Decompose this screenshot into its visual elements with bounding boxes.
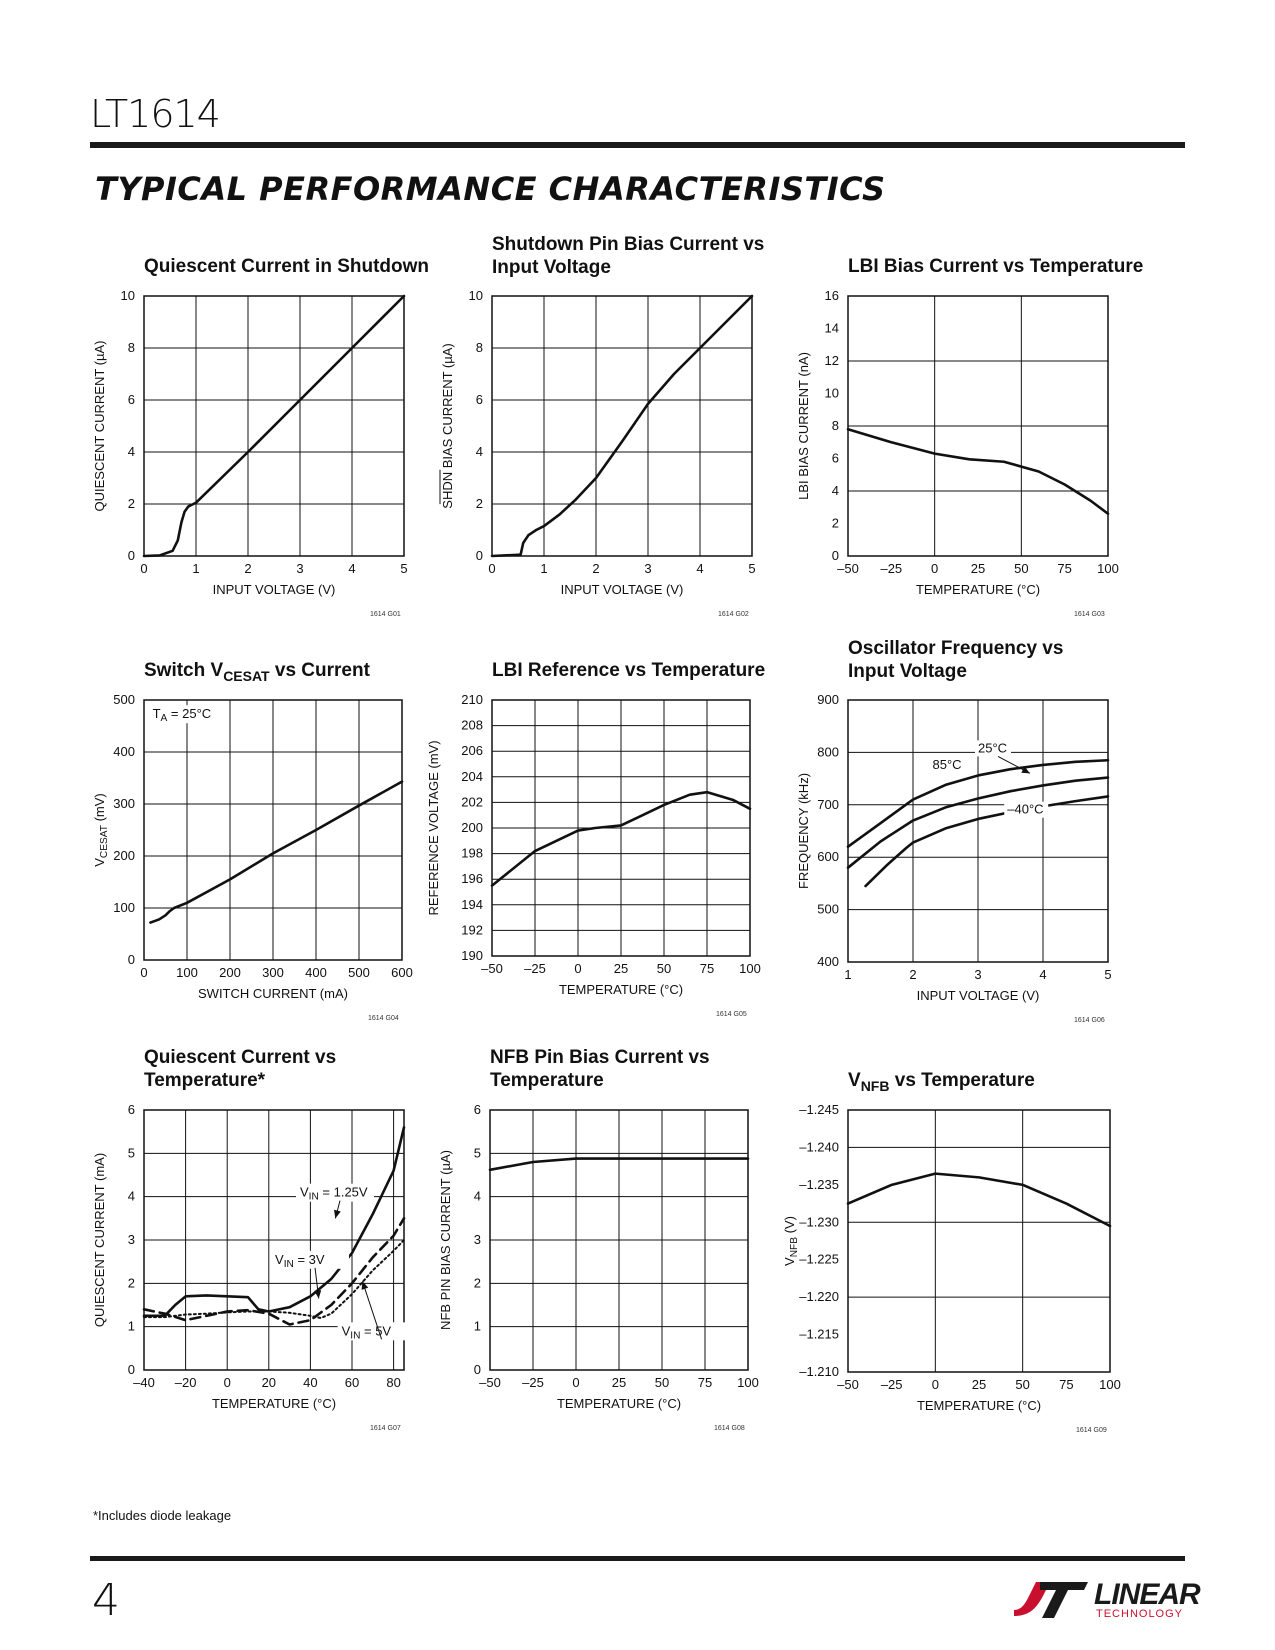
annotation-label: –40°C [1007, 801, 1044, 817]
y-tick-label: 200 [461, 820, 483, 835]
chart-title: LBI Reference vs Temperature [492, 660, 766, 681]
y-tick-label: 0 [127, 1362, 135, 1377]
x-tick-label: 4 [1039, 967, 1047, 982]
x-tick-label: 100 [176, 965, 198, 980]
y-tick-label: –1.240 [799, 1139, 839, 1155]
x-tick-label: –25 [880, 561, 903, 576]
figure-code: 1614 G02 [718, 611, 749, 618]
footnote: *Includes diode leakage [93, 1508, 232, 1523]
plot-area [92, 692, 413, 1001]
y-tick-label: 5 [473, 1145, 481, 1161]
annotation-label: $V_{IN} = 1.25V$ [300, 1184, 368, 1203]
y-tick-label: 204 [461, 768, 483, 784]
x-tick-label: 0 [140, 561, 148, 576]
y-axis-label: FREQUENCY (kHz) [796, 772, 811, 890]
y-tick-label: 300 [113, 796, 135, 811]
arrowhead [362, 1281, 369, 1290]
y-tick-label: 4 [127, 1188, 135, 1204]
x-tick-label: 0 [931, 1377, 939, 1392]
figure-code: 1614 G04 [368, 1015, 399, 1022]
y-tick-label: 10 [824, 385, 839, 401]
y-axis-label: $V_{NFB}$ (V) [782, 1216, 800, 1266]
y-tick-label: 14 [824, 320, 839, 336]
x-tick-label: 100 [1099, 1377, 1121, 1392]
y-axis-label: NFB PIN BIAS CURRENT (µA) [438, 1150, 453, 1330]
plot-area [426, 692, 761, 997]
annotation-label: $T_A = 25^\circ C$ [152, 706, 212, 725]
chart-title: NFB Pin Bias Current vs Temperature [490, 1047, 710, 1091]
y-axis-label: SHDN BIAS CURRENT (µA) [440, 343, 455, 509]
x-tick-label: 100 [739, 961, 761, 976]
y-tick-label: 900 [817, 692, 839, 707]
y-tick-label: 202 [461, 794, 483, 810]
y-tick-label: 2 [473, 1275, 481, 1291]
x-axis-label: TEMPERATURE (°C) [916, 1398, 1042, 1413]
x-tick-label: –50 [837, 1377, 859, 1392]
x-tick-label: 20 [261, 1375, 277, 1390]
x-tick-label: 3 [644, 561, 652, 576]
y-axis-label: LBI BIAS CURRENT (nA) [796, 352, 811, 500]
x-tick-label: 75 [697, 1375, 713, 1390]
x-axis-label: SWITCH CURRENT (mA) [198, 986, 348, 1001]
chart-title: Oscillator Frequency vs Input Voltage [848, 638, 1064, 682]
x-tick-label: 1 [192, 561, 200, 576]
x-tick-label: 100 [1097, 561, 1119, 576]
chart-title: Quiescent Current in Shutdown [144, 256, 430, 277]
x-tick-label: 0 [223, 1375, 231, 1390]
y-tick-label: 194 [461, 896, 483, 912]
y-tick-label: 0 [473, 1362, 481, 1377]
y-tick-label: 8 [831, 418, 839, 433]
y-tick-label: 196 [461, 871, 483, 887]
annotation-label: 85°C [932, 757, 962, 773]
x-tick-label: –20 [174, 1375, 197, 1390]
plot-area [782, 1102, 1121, 1413]
y-axis-label: $V_{CESAT}$ (mV) [92, 793, 110, 867]
plot-area [796, 692, 1112, 1003]
annotation-label: $V_{IN} = 5V$ [341, 1323, 392, 1342]
x-tick-label: 25 [613, 961, 629, 976]
y-tick-label: 2 [475, 496, 483, 511]
x-tick-label: 60 [344, 1375, 360, 1390]
lt-logo-icon [1010, 1580, 1090, 1620]
y-tick-label: –1.225 [799, 1251, 839, 1267]
x-tick-label: 75 [699, 961, 715, 976]
y-tick-label: 10 [120, 288, 135, 303]
y-tick-label: 1 [127, 1318, 135, 1334]
header-rule [90, 142, 1185, 148]
plot-area [440, 288, 756, 597]
x-axis-label: TEMPERATURE (°C) [211, 1396, 337, 1411]
x-tick-label: –50 [479, 1375, 501, 1390]
series-line [492, 296, 752, 556]
x-tick-label: 300 [262, 965, 284, 980]
y-tick-label: 1 [473, 1318, 481, 1334]
y-tick-label: 3 [473, 1232, 481, 1247]
series-line [144, 1218, 404, 1324]
x-tick-label: 3 [974, 967, 982, 982]
y-tick-label: 0 [475, 548, 483, 563]
page-number: 4 [92, 1575, 120, 1626]
y-tick-label: 400 [113, 744, 135, 759]
plot-area [438, 1102, 759, 1411]
plot-frame [848, 1110, 1110, 1372]
y-tick-label: 800 [817, 744, 839, 760]
chart-title: LBI Bias Current vs Temperature [848, 256, 1144, 277]
y-tick-label: 2 [127, 496, 135, 511]
y-tick-label: 0 [127, 548, 135, 563]
plot-area [796, 288, 1119, 597]
y-axis-label: REFERENCE VOLTAGE (mV) [426, 740, 441, 916]
x-tick-label: 50 [1015, 1377, 1030, 1392]
y-tick-label: 4 [831, 483, 839, 498]
y-tick-label: 4 [127, 444, 135, 459]
y-tick-label: 2 [127, 1275, 135, 1291]
chart-title: $V_{NFB}$ vs Temperature [848, 1070, 1035, 1094]
y-tick-label: 4 [473, 1188, 481, 1204]
y-tick-label: 600 [817, 849, 839, 865]
y-tick-label: 0 [127, 952, 135, 967]
x-tick-label: 4 [348, 561, 356, 576]
x-tick-label: 200 [219, 965, 241, 980]
series-line [144, 296, 404, 556]
y-axis-label: QUIESCENT CURRENT (mA) [92, 1152, 107, 1328]
y-tick-label: –1.215 [799, 1326, 839, 1342]
chart-title: Switch $V_{CESAT}$ vs Current [144, 660, 370, 684]
x-tick-label: 25 [971, 1377, 987, 1392]
y-tick-label: –1.230 [799, 1214, 839, 1230]
x-tick-label: 2 [244, 561, 252, 576]
y-tick-label: 210 [461, 692, 483, 707]
y-tick-label: –1.235 [799, 1176, 839, 1192]
x-tick-label: 3 [296, 561, 304, 576]
y-tick-label: 100 [113, 900, 135, 915]
figure-code: 1614 G05 [716, 1011, 747, 1018]
y-tick-label: 400 [817, 954, 839, 969]
footer-rule [90, 1556, 1185, 1561]
y-tick-label: 6 [127, 1102, 135, 1117]
arrowhead [334, 1210, 341, 1219]
section-title: TYPICAL PERFORMANCE CHARACTERISTICS [95, 170, 886, 208]
y-tick-label: 192 [461, 922, 483, 938]
y-tick-label: 5 [127, 1145, 135, 1161]
y-tick-label: 6 [473, 1102, 481, 1117]
y-tick-label: 3 [127, 1232, 135, 1247]
x-tick-label: 100 [737, 1375, 759, 1390]
x-tick-label: 50 [654, 1375, 670, 1390]
y-tick-label: 6 [475, 392, 483, 407]
x-tick-label: –40 [133, 1375, 155, 1390]
y-tick-label: 8 [127, 340, 135, 355]
figure-code: 1614 G08 [714, 1425, 745, 1432]
y-tick-label: 2 [831, 515, 839, 531]
y-tick-label: 4 [475, 444, 483, 459]
y-tick-label: 208 [461, 717, 483, 733]
y-tick-label: 16 [824, 288, 839, 303]
x-tick-label: 0 [931, 561, 939, 576]
y-tick-label: –1.210 [799, 1364, 839, 1379]
x-tick-label: 75 [1057, 561, 1072, 576]
x-tick-label: 25 [611, 1375, 627, 1390]
x-axis-label: TEMPERATURE (°C) [558, 982, 684, 997]
y-tick-label: 12 [824, 353, 839, 368]
y-tick-label: 6 [831, 450, 839, 466]
x-tick-label: 40 [303, 1375, 318, 1390]
part-number: LT1614 [90, 92, 220, 136]
x-axis-label: INPUT VOLTAGE (V) [212, 582, 336, 597]
y-tick-label: 0 [831, 548, 839, 563]
x-tick-label: 2 [592, 561, 600, 576]
logo-subword: TECHNOLOGY [1096, 1608, 1184, 1620]
arrowhead [314, 1290, 321, 1298]
series-line [848, 1174, 1110, 1226]
x-axis-label: TEMPERATURE (°C) [556, 1396, 682, 1411]
x-axis-label: TEMPERATURE (°C) [915, 582, 1041, 597]
figure-code: 1614 G09 [1076, 1427, 1107, 1434]
x-tick-label: 0 [488, 561, 496, 576]
logo-word: LINEAR [1094, 1578, 1200, 1611]
x-tick-label: –25 [524, 961, 546, 976]
x-tick-label: 50 [1014, 561, 1029, 576]
y-tick-label: 190 [461, 948, 483, 963]
x-tick-label: –25 [522, 1375, 544, 1390]
y-tick-label: 500 [113, 692, 135, 707]
plot-area [92, 1102, 404, 1411]
x-tick-label: –50 [837, 561, 859, 576]
figure-code: 1614 G01 [370, 611, 401, 618]
y-tick-label: –1.220 [799, 1289, 839, 1305]
annotation-label: 25°C [978, 740, 1008, 756]
y-tick-label: 10 [468, 288, 483, 303]
series-line [848, 429, 1108, 514]
series-line [866, 796, 1108, 886]
figure-code: 1614 G07 [370, 1425, 401, 1432]
y-axis-label: QUIESCENT CURRENT (µA) [92, 340, 107, 512]
figure-code: 1614 G06 [1074, 1017, 1105, 1024]
x-tick-label: 5 [1104, 967, 1112, 982]
chart-title: Quiescent Current vs Temperature* [144, 1047, 337, 1091]
plot-area [92, 288, 408, 597]
x-tick-label: 1 [844, 967, 852, 982]
y-tick-label: 200 [113, 848, 135, 863]
x-tick-label: 500 [348, 965, 370, 980]
x-tick-label: 5 [400, 561, 408, 576]
x-tick-label: 75 [1059, 1377, 1074, 1392]
x-tick-label: 5 [748, 561, 756, 576]
annotation-label: $V_{IN} = 3V$ [275, 1251, 325, 1270]
y-tick-label: 700 [817, 796, 839, 812]
y-tick-label: 6 [127, 392, 135, 407]
x-tick-label: 2 [909, 967, 917, 982]
x-tick-label: 4 [696, 561, 704, 576]
series-line [150, 782, 402, 923]
y-tick-label: 198 [461, 845, 483, 861]
linear-technology-logo [1010, 1578, 1200, 1624]
x-tick-label: 25 [970, 561, 986, 576]
y-tick-label: 206 [461, 743, 483, 759]
x-tick-label: 600 [391, 965, 413, 980]
x-tick-label: 1 [540, 561, 548, 576]
x-tick-label: 0 [140, 965, 148, 980]
x-axis-label: INPUT VOLTAGE (V) [916, 988, 1040, 1003]
x-axis-label: INPUT VOLTAGE (V) [560, 582, 684, 597]
chart-title: Shutdown Pin Bias Current vs Input Voltage [492, 234, 765, 278]
x-tick-label: 0 [572, 1375, 580, 1390]
x-tick-label: –25 [880, 1377, 903, 1392]
x-tick-label: 0 [574, 961, 582, 976]
figure-code: 1614 G03 [1074, 611, 1105, 618]
x-tick-label: 80 [386, 1375, 401, 1390]
y-tick-label: –1.245 [799, 1102, 839, 1117]
y-tick-label: 8 [475, 340, 483, 355]
x-tick-label: –50 [481, 961, 503, 976]
x-tick-label: 50 [656, 961, 672, 976]
x-tick-label: 400 [305, 965, 327, 980]
y-tick-label: 500 [817, 901, 839, 917]
